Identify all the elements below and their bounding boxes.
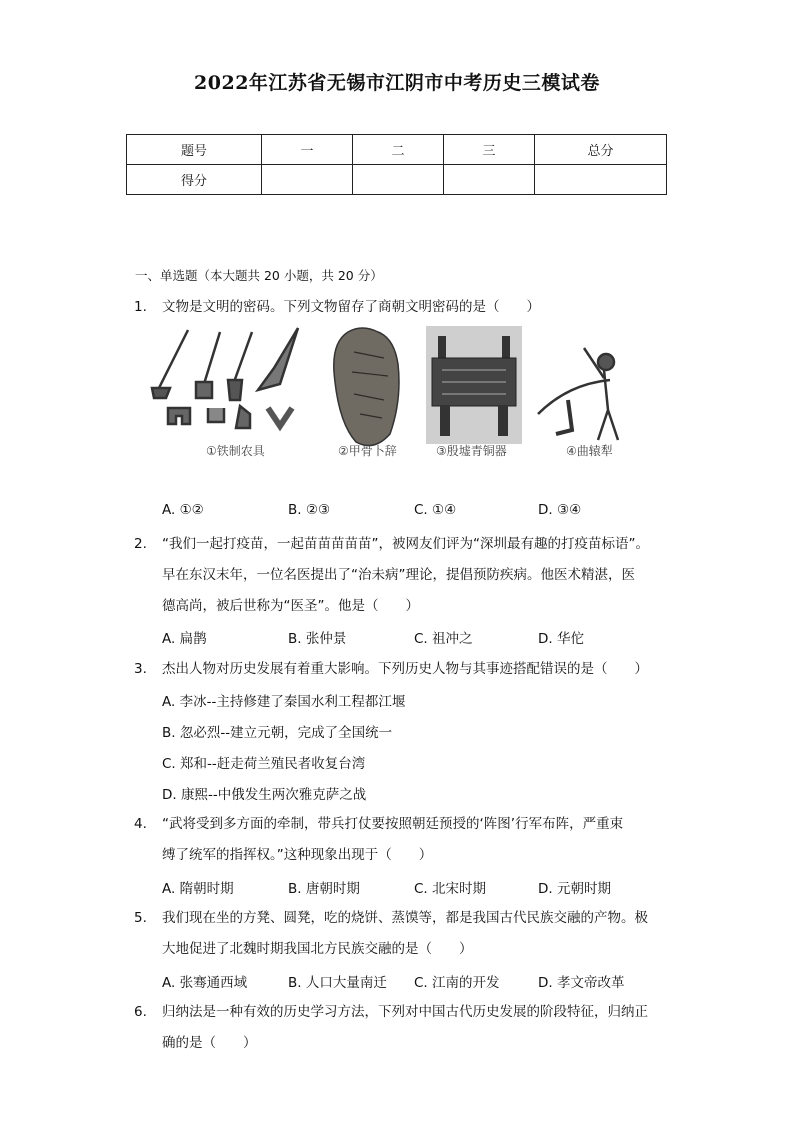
question-number: 5. [134,910,147,926]
question-text-line: 德高尚，被后世称为“医圣”。他是（ ） [162,598,419,614]
curved-plough-image [538,348,618,440]
question-text: 文物是文明的密码。下列文物留存了商朝文明密码的是（ ） [162,299,540,315]
option-d[interactable]: D. 孝文帝改革 [538,975,625,991]
question-number: 6. [134,1004,147,1020]
option-a[interactable]: A. 张骞通西域 [162,975,248,991]
option-b[interactable]: B. 忽必烈--建立元朝，完成了全国统一 [162,725,393,741]
score-cell[interactable] [353,165,444,195]
option-b[interactable]: B. ②③ [288,502,331,518]
score-cell[interactable] [262,165,353,195]
figure-caption: ④曲辕犁 [566,444,613,458]
question-text-line: 我们现在坐的方凳、圆凳，吃的烧饼、蒸馍等，都是我国古代民族交融的产物。极 [162,910,648,926]
score-table [126,134,667,195]
option-a[interactable]: A. 扁鹊 [162,631,207,647]
score-table-header-row [127,135,667,165]
figure-caption: ③殷墟青铜器 [436,444,507,458]
score-table-score-row [127,165,667,195]
question-text-line: 确的是（ ） [162,1035,257,1051]
option-d[interactable]: D. 华佗 [538,631,584,647]
artifacts-figure [148,322,626,462]
score-cell: 得分 [127,165,262,195]
question-number: 3. [134,661,147,677]
figure-caption: ①铁制农具 [206,444,265,458]
option-d[interactable]: D. 元朝时期 [538,881,611,897]
option-c[interactable]: C. 祖冲之 [414,631,473,647]
score-cell: 一 [262,135,353,165]
option-c[interactable]: C. 北宋时期 [414,881,487,897]
exam-title: 2022年江苏省无锡市江阴市中考历史三模试卷 [194,72,600,94]
score-cell: 题号 [127,135,262,165]
option-b[interactable]: B. 唐朝时期 [288,881,360,897]
question-text-line: 归纳法是一种有效的历史学习方法，下列对中国古代历史发展的阶段特征，归纳正 [162,1004,648,1020]
oracle-bone-image [334,328,399,446]
figure-caption: ②甲骨卜辞 [338,444,397,458]
option-c[interactable]: C. 郑和--赶走荷兰殖民者收复台湾 [162,756,366,772]
iron-tools-image [152,328,298,428]
option-a[interactable]: A. ①② [162,502,204,518]
score-cell[interactable] [535,165,667,195]
option-a[interactable]: A. 李冰--主持修建了秦国水利工程都江堰 [162,694,406,710]
question-text-line: “武将受到多方面的牵制，带兵打仗要按照朝廷预授的‘阵图’行军布阵，严重束 [162,816,624,832]
option-b[interactable]: B. 人口大量南迁 [288,975,387,991]
option-b[interactable]: B. 张仲景 [288,631,347,647]
option-a[interactable]: A. 隋朝时期 [162,881,234,897]
question-number: 2. [134,536,147,552]
option-d[interactable]: D. 康熙--中俄发生两次雅克萨之战 [162,787,367,803]
option-d[interactable]: D. ③④ [538,502,582,518]
question-text-line: “我们一起打疫苗，一起苗苗苗苗苗”，被网友们评为“深圳最有趣的打疫苗标语”。 [162,536,649,552]
question-number: 1. [134,299,147,315]
question-text: 杰出人物对历史发展有着重大影响。下列历史人物与其事迹搭配错误的是（ ） [162,661,648,677]
question-text-line: 大地促进了北魏时期我国北方民族交融的是（ ） [162,941,473,957]
score-cell: 三 [444,135,535,165]
score-cell: 二 [353,135,444,165]
score-cell[interactable] [444,165,535,195]
section-heading: 一、单选题（本大题共 20 小题，共 20 分） [135,268,383,283]
option-c[interactable]: C. ①④ [414,502,457,518]
question-number: 4. [134,816,147,832]
question-text-line: 早在东汉末年，一位名医提出了“治未病”理论，提倡预防疾病。他医术精湛，医 [162,567,635,583]
question-text-line: 缚了统军的指挥权。”这种现象出现于（ ） [162,847,433,863]
bronze-ding-image [426,326,522,444]
option-c[interactable]: C. 江南的开发 [414,975,500,991]
score-cell: 总分 [535,135,667,165]
